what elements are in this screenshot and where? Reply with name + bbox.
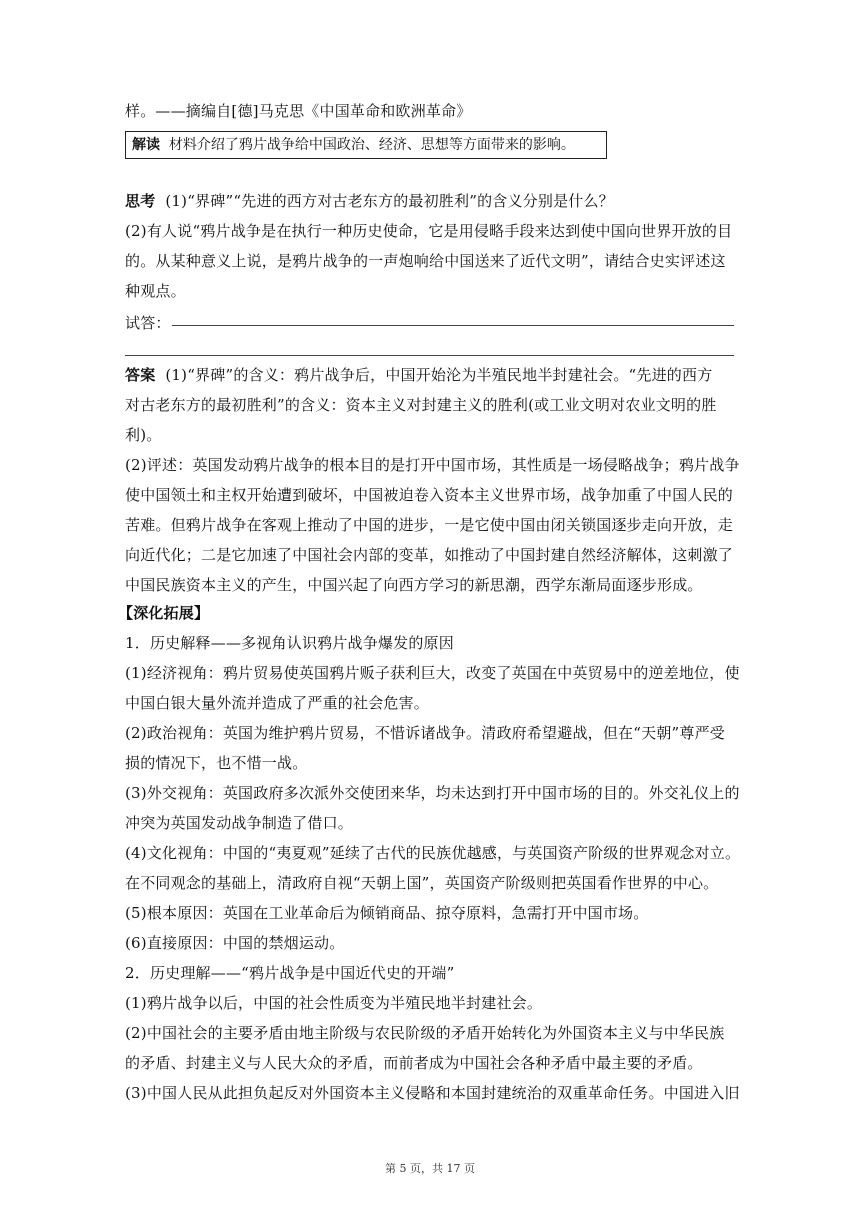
section1-line: (1)经济视角：鸦片贸易使英国鸦片贩子获利巨大，改变了英国在中英贸易中的逆差地位，使 [125, 664, 740, 682]
section1-line: 中国白银大量外流并造成了严重的社会危害。 [125, 694, 430, 712]
think-q1-text: (1)“界碑”“先进的西方对古老东方的最初胜利”的含义分别是什么？ [165, 192, 614, 210]
answer-a1-line: 利)。 [125, 426, 162, 444]
think-q2-line: (2)有人说“鸦片战争是在执行一种历史使命，它是用侵略手段来达到使中国向世界开放的目 [125, 222, 733, 240]
answer-a2-line: 中国民族资本主义的产生，中国兴起了向西方学习的新思潮，西学东渐局面逐步形成。 [125, 576, 703, 594]
answer-a1-line [125, 360, 737, 390]
answer-blank-line[interactable] [125, 355, 734, 356]
try-answer-label: 试答： [125, 314, 171, 332]
section1-line: 在不同观念的基础上，清政府自视“天朝上国”，英国资产阶级则把英国看作世界的中心。 [125, 874, 719, 892]
section2-line: 的矛盾、封建主义与人民大众的矛盾，而前者成为中国社会各种矛盾中最主要的矛盾。 [125, 1054, 703, 1072]
section2-line: (2)中国社会的主要矛盾由地主阶级与农民阶级的矛盾开始转化为外国资本主义与中华民族 [125, 1024, 725, 1042]
think-q1 [125, 186, 737, 216]
think-label: 思考 [125, 192, 156, 210]
answer-a2-line: 苦难。但鸦片战争在客观上推动了中国的进步，一是它使中国由闭关锁国逐步走向开放，走 [125, 516, 734, 534]
section1-line: (6)直接原因：中国的禁烟运动。 [125, 934, 345, 952]
source-citation: 样。——摘编自[德]马克思《中国革命和欧洲革命》 [125, 102, 472, 120]
section2-line: (3)中国人民从此担负起反对外国资本主义侵略和本国封建统治的双重革命任务。中国进入旧 [125, 1084, 740, 1102]
answer-a1-text: (1)“界碑”的含义：鸦片战争后，中国开始沦为半殖民地半封建社会。“先进的西方 [165, 366, 713, 384]
answer-a2-line: 向近代化；二是它加速了中国社会内部的变革，如推动了中国封建自然经济解体，这刺激了 [125, 546, 734, 564]
think-q2-line: 的。从某种意义上说，是鸦片战争的一声炮响给中国送来了近代文明”，请结合史实评述这 [125, 252, 726, 270]
extension-heading: 【深化拓展】 [118, 604, 210, 622]
reading-text: 材料介绍了鸦片战争给中国政治、经济、思想等方面带来的影响。 [168, 137, 575, 153]
section1-line: 冲突为英国发动战争制造了借口。 [125, 814, 354, 832]
answer-a2-line: 使中国领土和主权开始遭到破坏，中国被迫卷入资本主义世界市场，战争加重了中国人民的 [125, 486, 734, 504]
section1-title: 1．历史解释——多视角认识鸦片战争爆发的原因 [125, 634, 454, 652]
section1-line: (2)政治视角：英国为维护鸦片贸易，不惜诉诸战争。清政府希望避战，但在“天朝”尊严受 [125, 724, 725, 742]
think-q2-line: 种观点。 [125, 282, 186, 300]
section2-line: (1)鸦片战争以后，中国的社会性质变为半殖民地半封建社会。 [125, 994, 543, 1012]
section1-line: (5)根本原因：英国在工业革命后为倾销商品、掠夺原料，急需打开中国市场。 [125, 904, 649, 922]
reading-box [125, 131, 607, 159]
section2-title: 2．历史理解——“鸦片战争是中国近代史的开端” [125, 964, 455, 982]
answer-blank-line[interactable] [172, 325, 734, 326]
page-footer: 第 5 页，共 17 页 [385, 1162, 475, 1175]
answer-a2-line: (2)评述：英国发动鸦片战争的根本目的是打开中国市场，其性质是一场侵略战争；鸦片战争 [125, 456, 740, 474]
answer-label: 答案 [125, 366, 156, 384]
section1-line: (4)文化视角：中国的“夷夏观”延续了古代的民族优越感，与英国资产阶级的世界观念对立。 [125, 844, 741, 862]
reading-label: 解读 [132, 137, 160, 153]
answer-a1-line: 对古老东方的最初胜利”的含义：资本主义对封建主义的胜利(或工业文明对农业文明的胜 [125, 396, 717, 414]
section1-line: 损的情况下，也不惜一战。 [125, 754, 308, 772]
section1-line: (3)外交视角：英国政府多次派外交使团来华，均未达到打开中国市场的目的。外交礼仪上的 [125, 784, 740, 802]
